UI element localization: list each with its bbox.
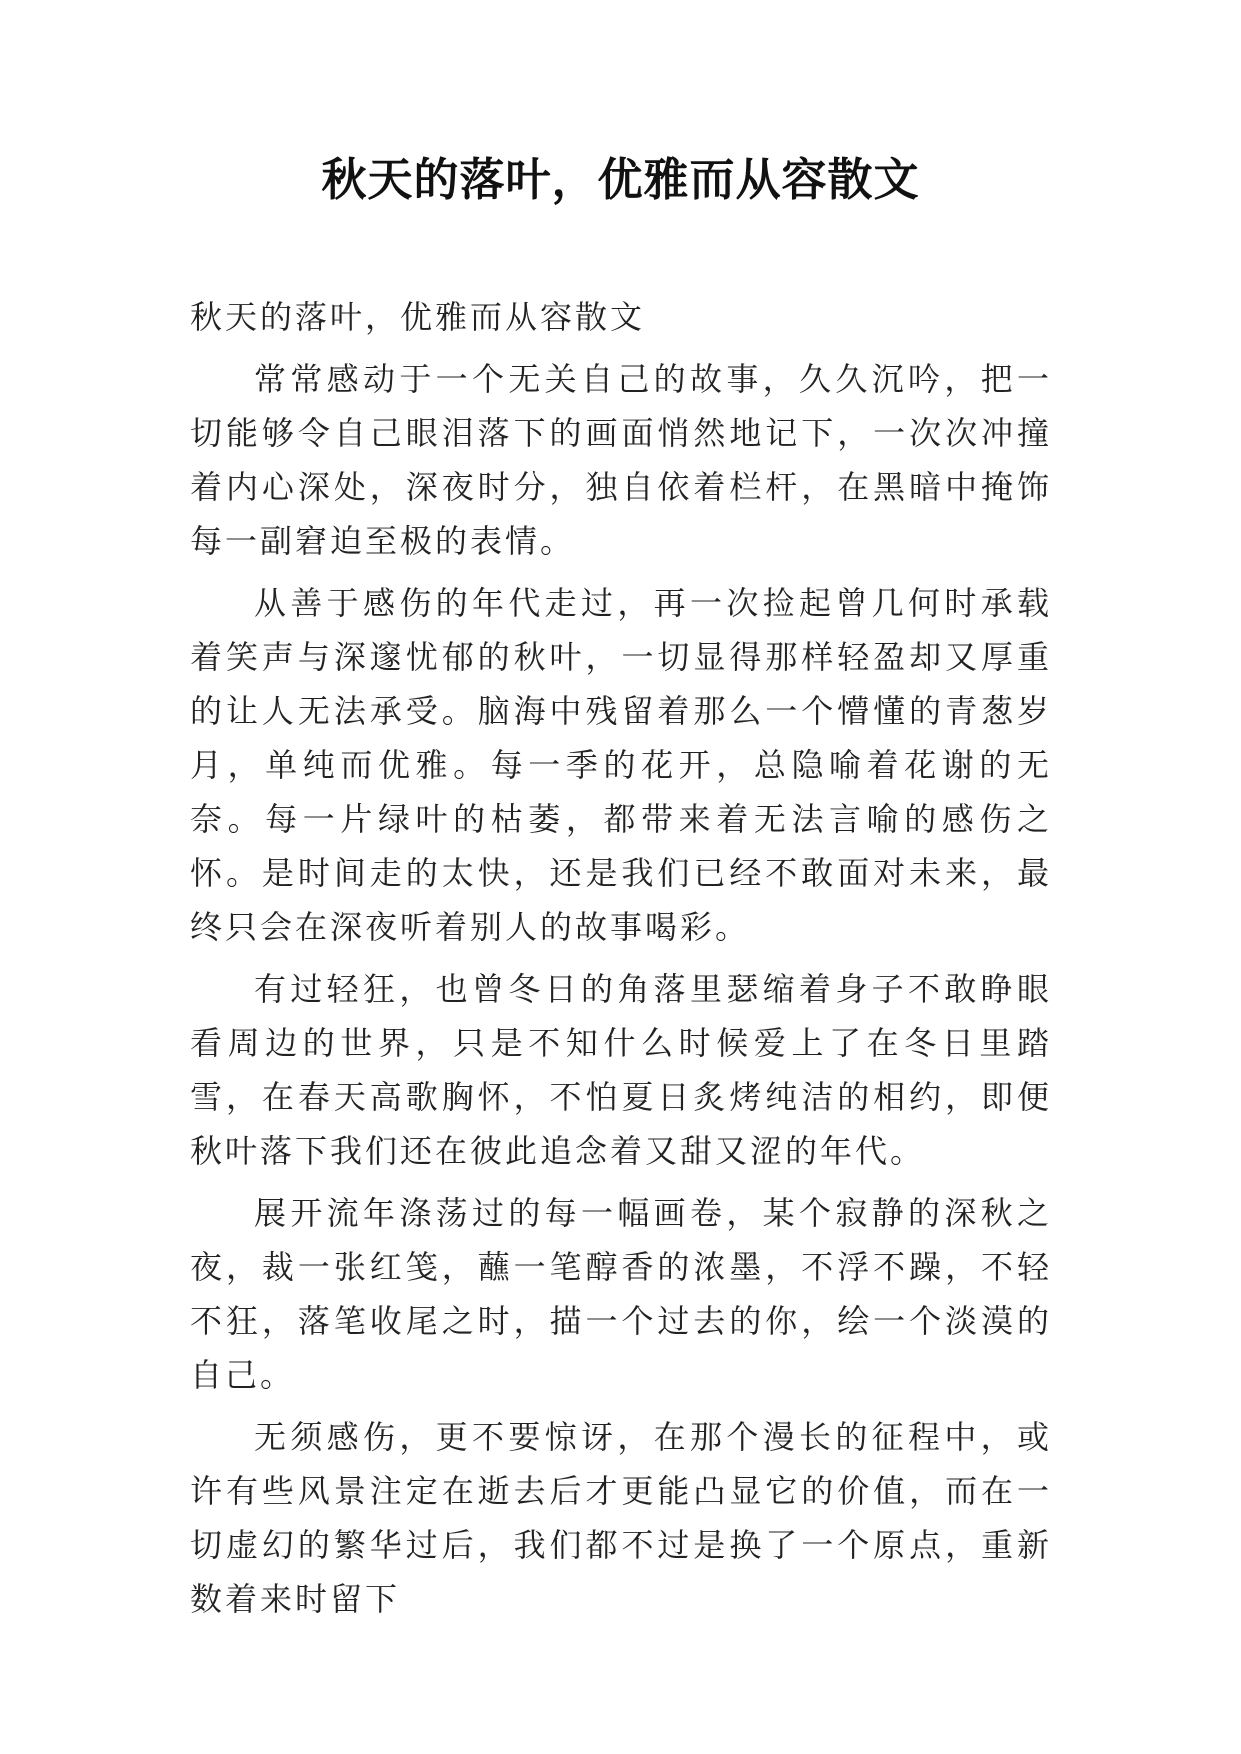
paragraph-2: 从善于感伤的年代走过，再一次捡起曾几何时承载着笑声与深邃忧郁的秋叶，一切显得那样轻盈却又厚重的让人无法承受。脑海中残留着那么一个懵懂的青葱岁月，单纯而优雅。每一季的花开，总隐喻着花谢的无奈。每一片绿叶的枯萎，都带来着无法言喻的感伤之怀。是时间走的太快，还是我们已经不敢面对未来，最终只会在深夜听着别人的故事喝彩。 — [190, 584, 1052, 946]
document-body — [190, 290, 1052, 1626]
document-title: 秋天的落叶，优雅而从容散文 — [321, 153, 920, 206]
paragraph-5: 无须感伤，更不要惊讶，在那个漫长的征程中，或许有些风景注定在逝去后才更能凸显它的价值，而在一切虚幻的繁华过后，我们都不过是换了一个原点，重新数着来时留下 — [190, 1418, 1052, 1618]
document-subtitle: 秋天的落叶，优雅而从容散文 — [190, 298, 646, 336]
paragraph-3: 有过轻狂，也曾冬日的角落里瑟缩着身子不敢睁眼看周边的世界，只是不知什么时候爱上了在冬日里踏雪，在春天高歌胸怀，不怕夏日炙烤纯洁的相约，即便秋叶落下我们还在彼此追念着又甜又涩的年代。 — [190, 970, 1052, 1170]
paragraph-1: 常常感动于一个无关自己的故事，久久沉吟，把一切能够令自己眼泪落下的画面悄然地记下，一次次冲撞着内心深处，深夜时分，独自依着栏杆，在黑暗中掩饰每一副窘迫至极的表情。 — [190, 360, 1052, 560]
paragraph-4: 展开流年涤荡过的每一幅画卷，某个寂静的深秋之夜，裁一张红笺，蘸一笔醇香的浓墨，不浮不躁，不轻不狂，落笔收尾之时，描一个过去的你，绘一个淡漠的自己。 — [190, 1194, 1052, 1394]
